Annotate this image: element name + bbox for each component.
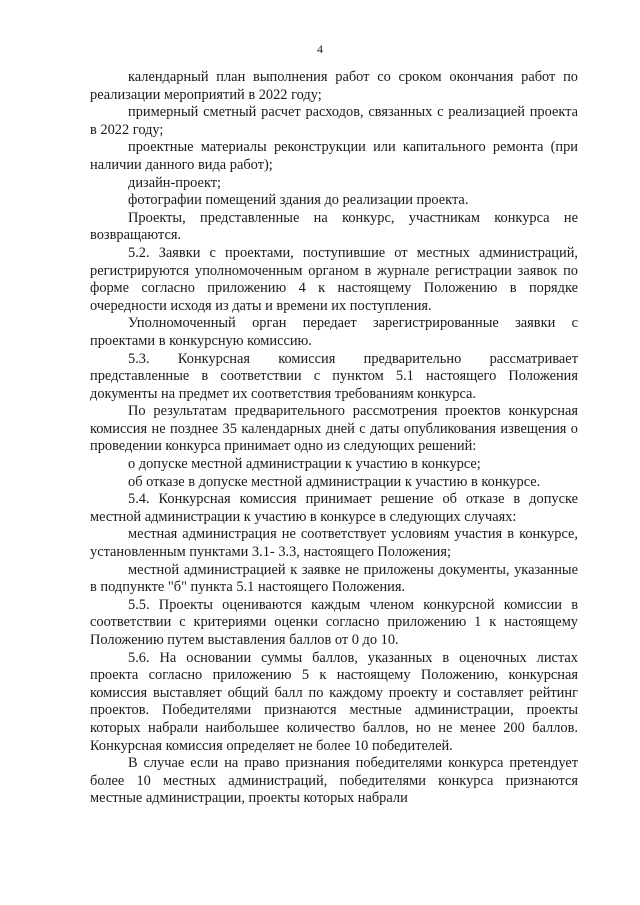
paragraph-project-materials: проектные материалы реконструкции или капитального ремонта (при наличии данного вида работ); xyxy=(90,139,578,173)
paragraph-design-project: дизайн-проект; xyxy=(128,174,222,191)
paragraph-5-3: 5.3. Конкурсная комиссия предварительно рассматривает представленные в соответствии с пунктом 5.1 настоящего Положения документы на предмет их соответствия требованиям конкурса. xyxy=(90,350,578,402)
paragraph-admission-decision: о допуске местной администрации к участию в конкурсе; xyxy=(128,456,481,473)
paragraph-cost-estimate: примерный сметный расчет расходов, связанных с реализацией проекта в 2022 году; xyxy=(90,104,578,138)
paragraph-5-2: 5.2. Заявки с проектами, поступившие от местных администраций, регистрируются уполномоченным органом в журнале регистрации заявок по форме согласно приложению 4 к настоящему Положению в порядке очередности исходя из даты и времени их поступления. xyxy=(90,244,578,314)
paragraph-documents-missing: местной администрацией к заявке не приложены документы, указанные в подпункте "б" пункта 5.1 настоящего Положения. xyxy=(90,561,578,596)
paragraph-5-6: 5.6. На основании суммы баллов, указанных в оценочных листах проекта согласно приложению 5 к настоящему Положению, конкурсная комиссия выставляет общий балл по каждому проекту и составляет рейтинг проектов. Победителями признаются местные администрации, проекты которых набрали наибольшее количество баллов, но не менее 200 баллов. Конкурсная комиссия определяет не более 10 победителей. xyxy=(90,649,578,754)
document-body xyxy=(90,69,578,808)
paragraph-transfer-to-commission: Уполномоченный орган передает зарегистрированные заявки с проектами в конкурсную комиссию. xyxy=(90,315,578,349)
paragraph-refusal-decision: об отказе в допуске местной администрации к участию в конкурсе. xyxy=(128,473,541,490)
paragraph-conditions-not-met: местная администрация не соответствует условиям участия в конкурсе, установленным пунктами 3.1- 3.3, настоящего Положения; xyxy=(90,526,578,561)
page-number: 4 xyxy=(317,42,323,56)
paragraph-preliminary-results: По результатам предварительного рассмотрения проектов конкурсная комиссия не позднее 35 календарных дней с даты опубликования извещения о проведении конкурса принимает одно из следующих решений: xyxy=(90,403,578,455)
paragraph-5-4: 5.4. Конкурсная комиссия принимает решение об отказе в допуске местной администрации к участию в конкурсе в следующих случаях: xyxy=(90,491,578,525)
paragraph-more-than-10: В случае если на право признания победителями конкурса претендует более 10 местных администраций, победителями конкурса признаются местные администрации, проекты которых набрали xyxy=(90,755,578,807)
paragraph-calendar-plan: календарный план выполнения работ со сроком окончания работ по реализации мероприятий в 2022 году; xyxy=(90,69,578,103)
paragraph-photos: фотографии помещений здания до реализации проекта. xyxy=(128,192,469,209)
paragraph-5-5: 5.5. Проекты оцениваются каждым членом конкурсной комиссии в соответствии с критериями оценки согласно приложению 1 к настоящему Положению путем выставления баллов от 0 до 10. xyxy=(90,596,578,648)
paragraph-projects-not-returned: Проекты, представленные на конкурс, участникам конкурса не возвращаются. xyxy=(90,209,578,244)
